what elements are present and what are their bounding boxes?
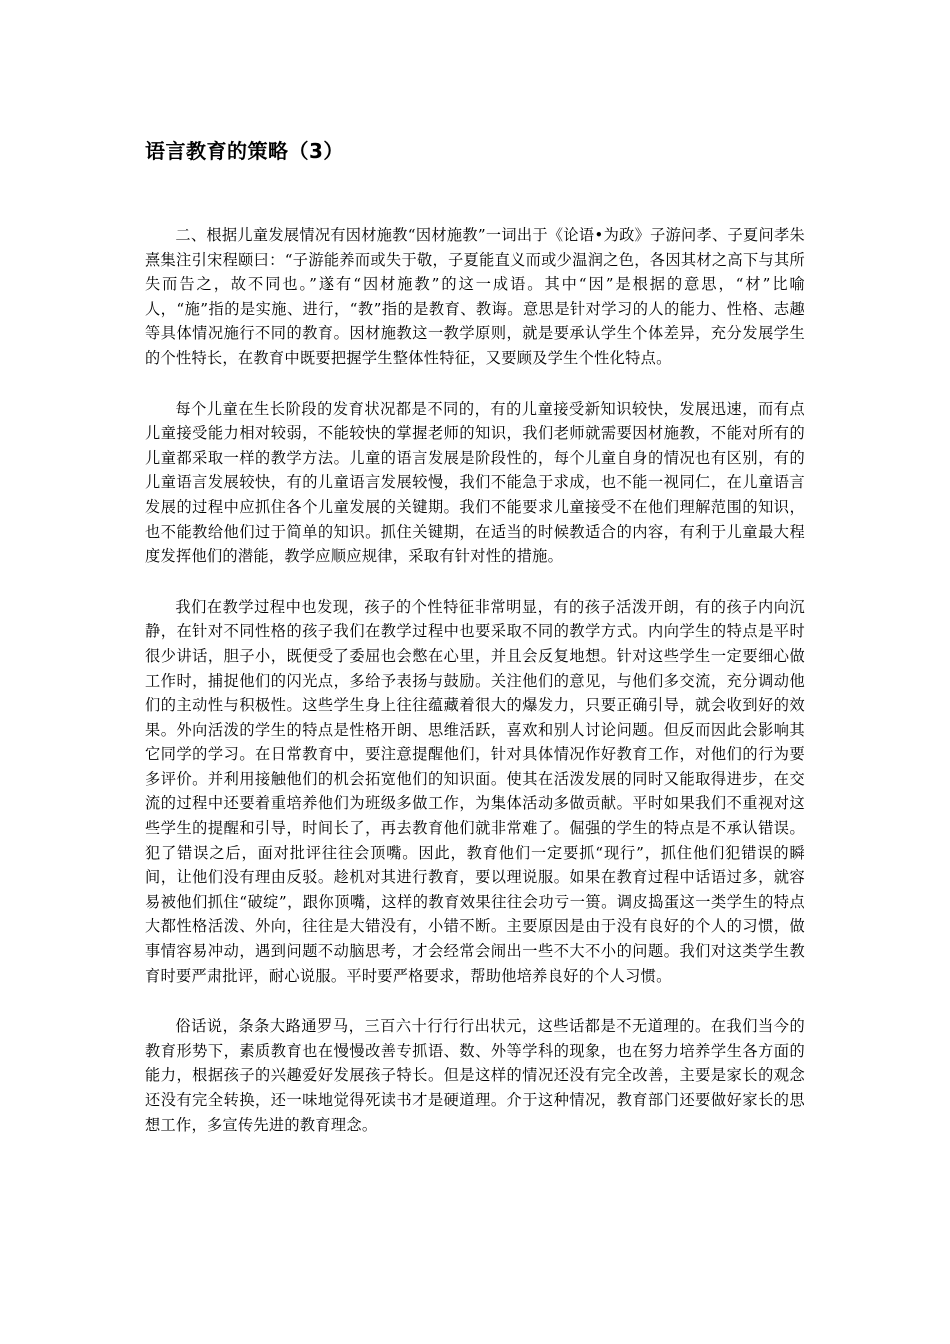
paragraph-1: 二、根据儿童发展情况有因材施教“因材施教”一词出于《论语•为政》子游问孝、子夏问孝朱熹集注引宋程颐曰：“子游能养而或失于敬，子夏能直义而或少温润之色，各因其材之高下与其所失而告之，故不同也。”遂有“因材施教”的这一成语。其中“因”是根据的意思，“材”比喻人，“施”指的是实施、进行，“教”指的是教育、教诲。意思是针对学习的人的能力、性格、志趣等具体情况施行不同的教育。因材施教这一教学原则，就是要承认学生个体差异，充分发展学生的个性特长，在教育中既要把握学生整体性特征，又要顾及学生个性化特点。 xyxy=(145,226,805,367)
paragraph-3: 我们在教学过程中也发现，孩子的个性特征非常明显，有的孩子活泼开朗，有的孩子内向沉静，在针对不同性格的孩子我们在教学过程中也要采取不同的教学方式。内向学生的特点是平时很少讲话，胆子小，既便受了委屈也会憋在心里，并且会反复地想。针对这些学生一定要细心做工作时，捕捉他们的闪光点，多给予表扬与鼓励。关注他们的意见，与他们多交流，充分调动他们的主动性与积极性。这些学生身上往往蕴藏着很大的爆发力，只要正确引导，就会收到好的效果。外向活泼的学生的特点是性格开朗、思维活跃，喜欢和别人讨论问题。但反而因此会影响其它同学的学习。在日常教育中，要注意提醒他们，针对具体情况作好教育工作，对他们的行为要多评价。并利用接触他们的机会拓宽他们的知识面。使其在活泼发展的同时又能取得进步，在交流的过程中还要着重培养他们为班级多做工作，为集体活动多做贡献。平时如果我们不重视对这些学生的提醒和引导，时间长了，再去教育他们就非常难了。倔强的学生的特点是不承认错误。犯了错误之后，面对批评往往会顶嘴。因此，教育他们一定要抓“现行”，抓住他们犯错误的瞬间，让他们没有理由反驳。趁机对其进行教育，要以理说服。如果在教育过程中话语过多，就容易被他们抓住“破绽”，跟你顶嘴，这样的教育效果往往会功亏一篑。调皮捣蛋这一类学生的特点大都性格活泼、外向，往往是大错没有，小错不断。主要原因是由于没有良好的个人的习惯，做事情容易冲动，遇到问题不动脑思考，才会经常会闹出一些不大不小的问题。我们对这类学生教育时要严肃批评，耐心说服。平时要严格要求，帮助他培养良好的个人习惯。 xyxy=(145,597,805,985)
paragraph-2: 每个儿童在生长阶段的发育状况都是不同的，有的儿童接受新知识较快，发展迅速，而有点儿童接受能力相对较弱，不能较快的掌握老师的知识，我们老师就需要因材施教，不能对所有的儿童都采取一样的教学方法。儿童的语言发展是阶段性的，每个儿童自身的情况也有区别，有的儿童语言发展较快，有的儿童语言发展较慢，我们不能急于求成，也不能一视同仁，在儿童语言发展的过程中应抓住各个儿童发展的关键期。我们不能要求儿童接受不在他们理解范围的知识，也不能教给他们过于简单的知识。抓住关键期，在适当的时候教适合的内容，有利于儿童最大程度发挥他们的潜能，教学应顺应规律，采取有针对性的措施。 xyxy=(145,399,805,566)
paragraph-4: 俗话说，条条大路通罗马，三百六十行行行出状元，这些话都是不无道理的。在我们当今的教育形势下，素质教育也在慢慢改善专抓语、数、外等学科的现象，也在努力培养学生各方面的能力，根据孩子的兴趣爱好发展孩子特长。但是这样的情况还没有完全改善，主要是家长的观念还没有完全转换，还一味地觉得死读书才是硬道理。介于这种情况，教育部门还要做好家长的思想工作，多宣传先进的教育理念。 xyxy=(145,1017,805,1134)
document-body xyxy=(145,223,805,1163)
document-title: 语言教育的策略（3） xyxy=(145,139,344,163)
